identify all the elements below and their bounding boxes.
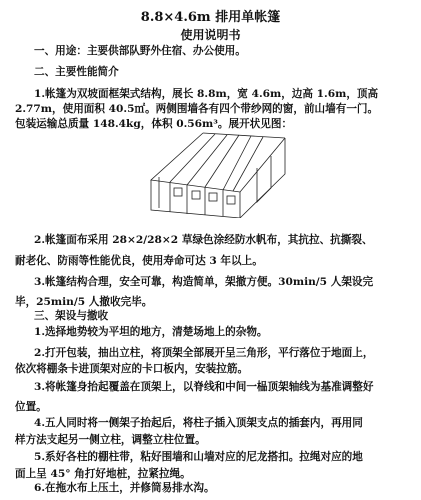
paragraph-1-line-3: 包装运输总质量 148.4kg，体积 0.56m³。展开状见图： bbox=[15, 118, 293, 130]
section-usage: 一、用途：主要供部队野外住宿、办公使用。 bbox=[34, 45, 246, 57]
step-3-line-1: 3.将帐篷身抬起覆盖在顶架上，以脊线和中间一榀顶架轴线为基准调整好 bbox=[34, 381, 374, 393]
paragraph-3-line-1: 3.帐篷结构合理，安全可靠，构造简单，架撤方便。30min/5 人架设完 bbox=[34, 276, 374, 288]
step-2-line-2: 依次将棚条卡进顶架对应的卡口板内，安装拉筋。 bbox=[15, 363, 249, 375]
paragraph-1-line-1: 1.帐篷为双坡面框架式结构，展长 8.8m，宽 4.6m，边高 1.6m，顶高 bbox=[34, 88, 379, 100]
section-performance: 二、主要性能简介 bbox=[34, 66, 119, 78]
step-4-line-1: 4.五人同时将一侧架子抬起后，将柱子插入顶架支点的插套内，再用同 bbox=[34, 417, 363, 429]
step-5-line-2: 面上呈 45° 角打好地桩，拉紧拉绳。 bbox=[15, 468, 191, 480]
doc-title: 8.8×4.6m 排用单帐篷 bbox=[140, 10, 281, 25]
step-1: 1.选择地势较为平坦的地方，清楚场地上的杂物。 bbox=[34, 326, 268, 338]
step-5-line-1: 5.系好各柱的棚柱带，粘好围墙和山墙对应的尼龙搭扣。拉绳对应的地 bbox=[34, 451, 363, 463]
tent-illustration bbox=[145, 130, 290, 218]
step-6: 6.在拖水布上压土，并修筒易排水沟。 bbox=[34, 482, 215, 494]
section-setup: 三、架设与撤收 bbox=[34, 310, 109, 322]
doc-subtitle: 使用说明书 bbox=[180, 28, 241, 42]
paragraph-2-line-1: 2.帐篷面布采用 28×2/28×2 草绿色涂经防水帆布，其抗拉、抗撕裂、 bbox=[34, 234, 373, 246]
paragraph-2-line-2: 耐老化、防雨等性能优良，使用寿命可达 3 年以上。 bbox=[15, 255, 263, 267]
paragraph-3-line-2: 毕，25min/5 人撤收完毕。 bbox=[15, 296, 153, 308]
step-2-line-1: 2.打开包装，抽出立柱，将顶架全部展开呈三角形，平行落位于地面上， bbox=[34, 347, 374, 359]
step-4-line-2: 样方法支起另一侧立柱，调整立柱位置。 bbox=[15, 434, 206, 446]
step-3-line-2: 位置。 bbox=[15, 401, 47, 413]
paragraph-1-line-2: 2.77m，使用面积 40.5㎡。两侧围墙各有四个带纱网的窗，前山墙有一门。 bbox=[15, 103, 379, 115]
